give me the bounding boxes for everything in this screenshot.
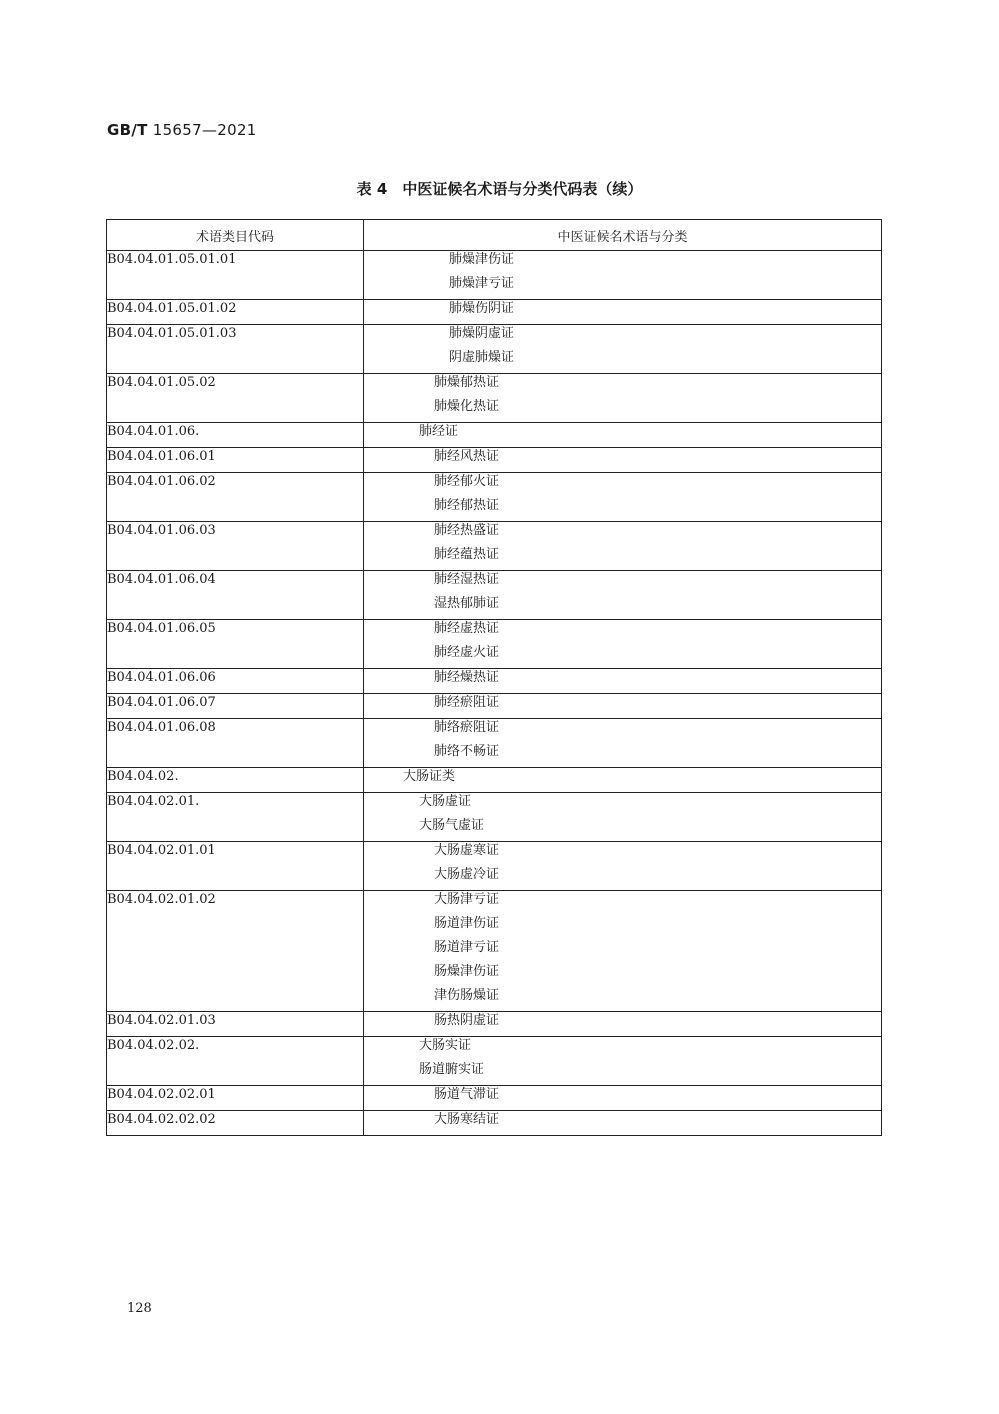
syndrome-term: 肺经风热证 bbox=[434, 449, 500, 464]
category-code-cell: B04.04.02.01.03 bbox=[107, 1012, 364, 1037]
syndrome-term: 肠道津伤证 bbox=[434, 916, 500, 931]
table-row bbox=[107, 1111, 882, 1136]
table-row bbox=[107, 1086, 882, 1111]
table-body bbox=[107, 251, 882, 1136]
syndrome-term: 肺经热盛证 bbox=[434, 523, 500, 538]
category-code-cell: B04.04.01.06.03 bbox=[107, 522, 364, 571]
syndrome-term: 大肠证类 bbox=[403, 769, 456, 784]
syndrome-term: 肺燥津伤证 bbox=[449, 252, 515, 267]
standard-prefix: GB/T bbox=[107, 121, 148, 139]
syndrome-term: 肺络瘀阻证 bbox=[434, 720, 500, 735]
table-row bbox=[107, 768, 882, 793]
syndrome-term-cell bbox=[364, 423, 882, 448]
syndrome-term-cell bbox=[364, 669, 882, 694]
table-row bbox=[107, 1012, 882, 1037]
category-code-cell: B04.04.01.06.02 bbox=[107, 473, 364, 522]
syndrome-term: 肺燥伤阴证 bbox=[449, 301, 515, 316]
table-caption: 表 4 中医证候名术语与分类代码表（续） bbox=[356, 180, 643, 198]
category-code-cell: B04.04.01.06. bbox=[107, 423, 364, 448]
category-code-cell: B04.04.01.06.07 bbox=[107, 694, 364, 719]
syndrome-term: 肺经虚火证 bbox=[434, 645, 500, 660]
table-row bbox=[107, 473, 882, 522]
syndrome-term: 肺络不畅证 bbox=[434, 744, 500, 759]
table-row bbox=[107, 669, 882, 694]
syndrome-term: 肺经郁热证 bbox=[434, 498, 500, 513]
table-row bbox=[107, 793, 882, 842]
syndrome-term-cell bbox=[364, 473, 882, 522]
category-code-cell: B04.04.01.05.01.02 bbox=[107, 300, 364, 325]
category-code-cell: B04.04.02.02.02 bbox=[107, 1111, 364, 1136]
syndrome-term: 肺经瘀阻证 bbox=[434, 695, 500, 710]
syndrome-term: 肠道腑实证 bbox=[419, 1062, 485, 1077]
syndrome-term: 肺经虚热证 bbox=[434, 621, 500, 636]
syndrome-term: 肠热阴虚证 bbox=[434, 1013, 500, 1028]
syndrome-term-cell bbox=[364, 1012, 882, 1037]
category-code-cell: B04.04.01.05.02 bbox=[107, 374, 364, 423]
syndrome-term-cell bbox=[364, 1037, 882, 1086]
syndrome-term-cell bbox=[364, 842, 882, 891]
table-row bbox=[107, 423, 882, 448]
category-code-cell: B04.04.01.05.01.01 bbox=[107, 251, 364, 300]
table-row bbox=[107, 300, 882, 325]
page-number: 128 bbox=[127, 1301, 152, 1316]
syndrome-term-cell bbox=[364, 694, 882, 719]
category-code-cell: B04.04.01.05.01.03 bbox=[107, 325, 364, 374]
syndrome-term-cell bbox=[364, 1111, 882, 1136]
syndrome-term: 肺经蕴热证 bbox=[434, 547, 500, 562]
syndrome-term: 肺燥郁热证 bbox=[434, 375, 500, 390]
syndrome-term-cell bbox=[364, 571, 882, 620]
syndrome-term: 肺燥化热证 bbox=[434, 399, 500, 414]
syndrome-term: 肺燥津亏证 bbox=[449, 276, 515, 291]
syndrome-term: 大肠实证 bbox=[419, 1038, 472, 1053]
table-row bbox=[107, 694, 882, 719]
syndrome-term-cell bbox=[364, 251, 882, 300]
syndrome-term: 肺经湿热证 bbox=[434, 572, 500, 587]
syndrome-term-cell bbox=[364, 768, 882, 793]
standard-identifier bbox=[107, 121, 257, 139]
syndrome-term-cell bbox=[364, 719, 882, 768]
table-row bbox=[107, 251, 882, 300]
syndrome-term: 湿热郁肺证 bbox=[434, 596, 500, 611]
category-code-cell: B04.04.02.01. bbox=[107, 793, 364, 842]
table-row bbox=[107, 891, 882, 1012]
syndrome-term: 肠道津亏证 bbox=[434, 940, 500, 955]
syndrome-term: 肺经郁火证 bbox=[434, 474, 500, 489]
syndrome-term: 津伤肠燥证 bbox=[434, 988, 500, 1003]
syndrome-term: 肠道气滞证 bbox=[434, 1087, 500, 1102]
table-row bbox=[107, 571, 882, 620]
syndrome-term: 肺经燥热证 bbox=[434, 670, 500, 685]
syndrome-term-cell bbox=[364, 325, 882, 374]
syndrome-term: 大肠虚证 bbox=[419, 794, 472, 809]
table-row bbox=[107, 325, 882, 374]
syndrome-term-cell bbox=[364, 448, 882, 473]
category-code-cell: B04.04.02.01.02 bbox=[107, 891, 364, 1012]
table-row bbox=[107, 1037, 882, 1086]
column-header-term: 中医证候名术语与分类 bbox=[364, 220, 882, 251]
syndrome-term-cell bbox=[364, 620, 882, 669]
category-code-cell: B04.04.01.06.05 bbox=[107, 620, 364, 669]
table-row bbox=[107, 719, 882, 768]
syndrome-term: 大肠虚寒证 bbox=[434, 843, 500, 858]
syndrome-term-cell bbox=[364, 300, 882, 325]
category-code-cell: B04.04.01.06.01 bbox=[107, 448, 364, 473]
table-row bbox=[107, 448, 882, 473]
standard-number: 15657—2021 bbox=[152, 121, 257, 139]
category-code-cell: B04.04.01.06.06 bbox=[107, 669, 364, 694]
syndrome-term-cell bbox=[364, 793, 882, 842]
syndrome-term: 阴虚肺燥证 bbox=[449, 350, 515, 365]
syndrome-term: 大肠寒结证 bbox=[434, 1112, 500, 1127]
table-row bbox=[107, 522, 882, 571]
table-row bbox=[107, 374, 882, 423]
syndrome-term: 肺燥阴虚证 bbox=[449, 326, 515, 341]
table-header-row bbox=[107, 220, 882, 251]
category-code-cell: B04.04.02. bbox=[107, 768, 364, 793]
syndrome-term: 大肠津亏证 bbox=[434, 892, 500, 907]
category-code-cell: B04.04.02.02.01 bbox=[107, 1086, 364, 1111]
syndrome-term: 大肠虚冷证 bbox=[434, 867, 500, 882]
table-row bbox=[107, 620, 882, 669]
category-code-cell: B04.04.02.01.01 bbox=[107, 842, 364, 891]
category-code-cell: B04.04.01.06.04 bbox=[107, 571, 364, 620]
syndrome-term: 肺经证 bbox=[419, 424, 459, 439]
table-row bbox=[107, 842, 882, 891]
syndrome-term-cell bbox=[364, 522, 882, 571]
column-header-code: 术语类目代码 bbox=[107, 220, 364, 251]
syndrome-term-cell bbox=[364, 891, 882, 1012]
classification-code-table bbox=[106, 219, 882, 1136]
category-code-cell: B04.04.01.06.08 bbox=[107, 719, 364, 768]
syndrome-term-cell bbox=[364, 1086, 882, 1111]
syndrome-term-cell bbox=[364, 374, 882, 423]
syndrome-term: 肠燥津伤证 bbox=[434, 964, 500, 979]
syndrome-term: 大肠气虚证 bbox=[419, 818, 485, 833]
category-code-cell: B04.04.02.02. bbox=[107, 1037, 364, 1086]
